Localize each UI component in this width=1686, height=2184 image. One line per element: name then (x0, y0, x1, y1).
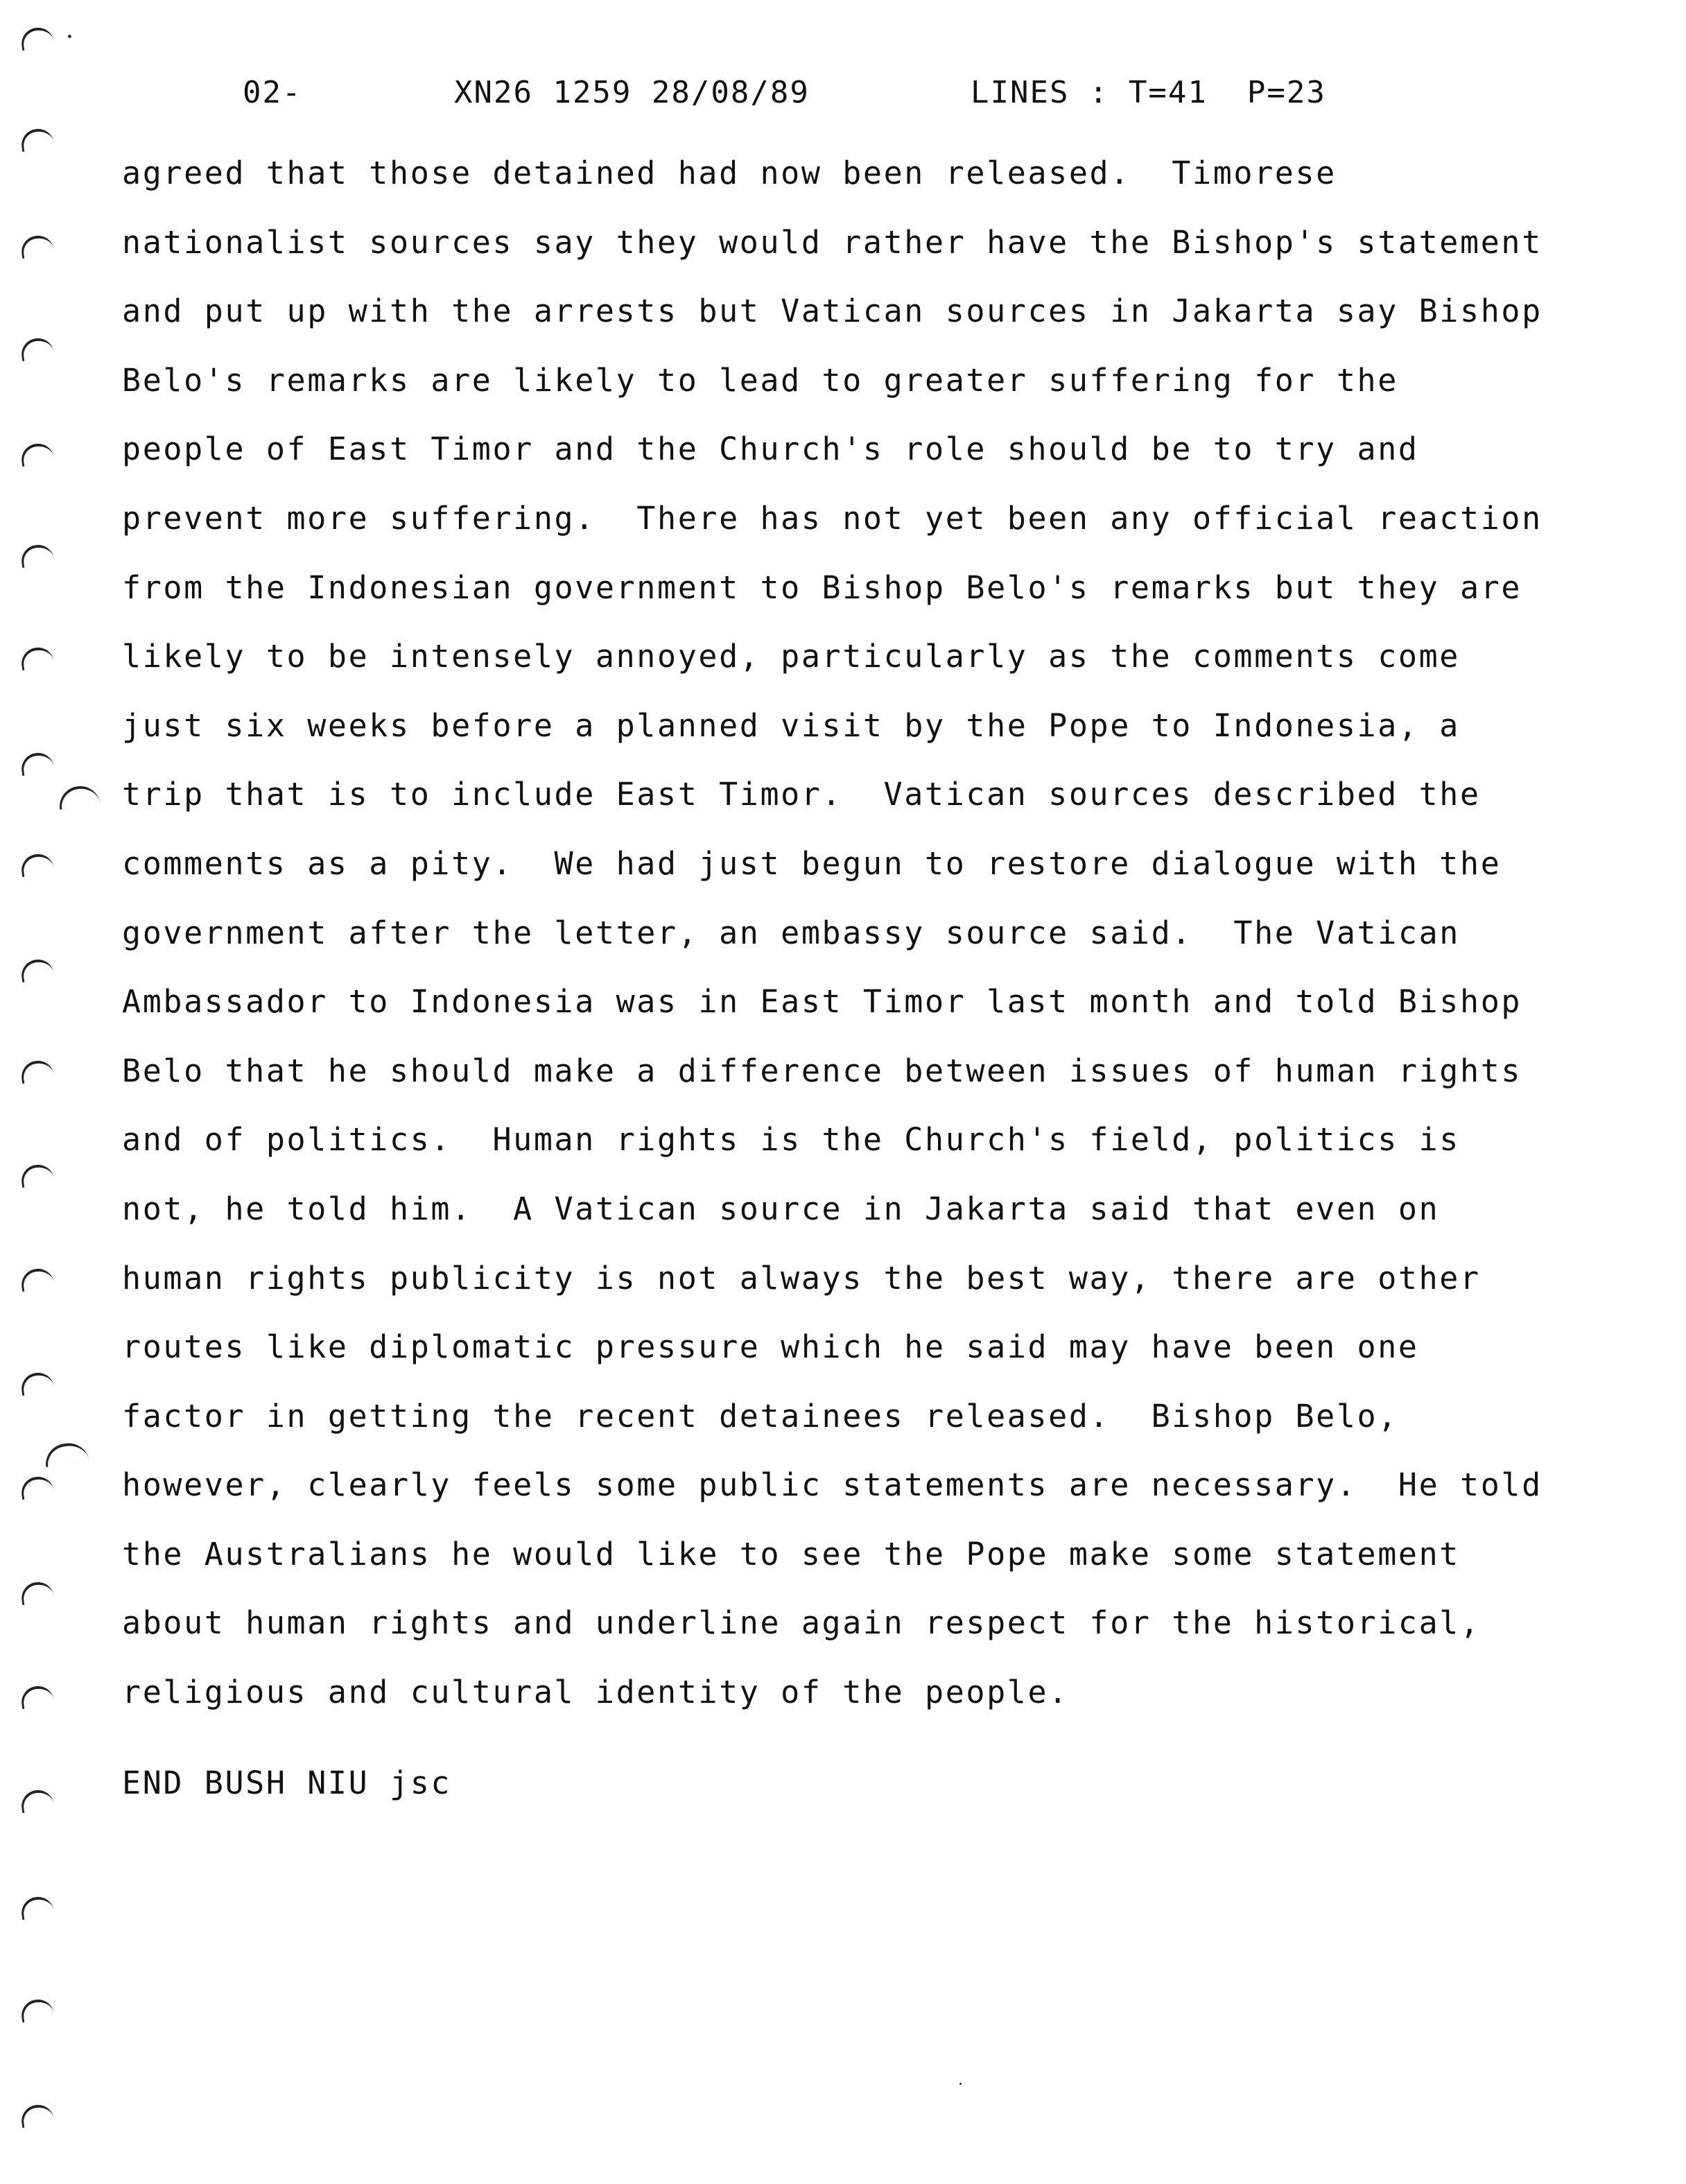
punch-hole-mark (19, 336, 55, 361)
punch-hole-mark (57, 783, 101, 810)
punch-hole-mark (19, 234, 55, 259)
punch-hole-mark (19, 26, 55, 51)
speck-mark (68, 35, 71, 38)
punch-hole-mark (43, 1441, 89, 1467)
punch-hole-mark (19, 1163, 55, 1188)
punch-hole-mark (19, 543, 55, 568)
body-line: agreed that those detained had now been released. Timorese (122, 155, 1337, 191)
punch-hole-mark (19, 1059, 55, 1084)
body-line: Belo that he should make a difference between issues of human rights (122, 1052, 1522, 1089)
speck-mark (959, 2083, 962, 2085)
punch-hole-mark (19, 127, 55, 152)
punch-hole-mark (19, 1371, 55, 1396)
punch-hole-mark (19, 1267, 55, 1292)
body-line: from the Indonesian government to Bishop Belo's remarks but they are (122, 569, 1522, 606)
body-line: not, he told him. A Vatican source in Jakarta said that even on (122, 1190, 1440, 1227)
punch-hole-mark (19, 957, 55, 982)
punch-hole-mark (19, 645, 55, 670)
body-line: comments as a pity. We had just begun to restore dialogue with the (122, 844, 1502, 882)
page-number: 02- (243, 75, 302, 110)
body-line: just six weeks before a planned visit by the Pope to Indonesia, a (122, 707, 1460, 744)
punch-hole-mark (19, 1580, 55, 1605)
line-count: LINES : T=41 P=23 (971, 75, 1326, 110)
body-line: nationalist sources say they would rather have the Bishop's statement (122, 223, 1542, 261)
punch-hole-mark (19, 1475, 55, 1500)
punch-hole-mark (19, 1684, 55, 1709)
body-line: factor in getting the recent detainees released. Bishop Belo, (122, 1397, 1398, 1435)
telex-header (0, 75, 1686, 116)
body-line: about human rights and underline again respect for the historical, (122, 1604, 1481, 1642)
body-line: routes like diplomatic pressure which he said may have been one (122, 1328, 1419, 1366)
body-line: and of politics. Human rights is the Church's field, politics is (122, 1121, 1460, 1159)
end-marker: END BUSH NIU jsc (122, 1765, 452, 1801)
body-line: religious and cultural identity of the people. (122, 1674, 1069, 1711)
body-line: government after the letter, an embassy source said. The Vatican (122, 914, 1460, 951)
body-line: prevent more suffering. There has not yet been any official reaction (122, 499, 1542, 537)
punch-hole-mark (19, 442, 55, 467)
body-line: Ambassador to Indonesia was in East Timor last month and told Bishop (122, 983, 1522, 1021)
body-line: Belo's remarks are likely to lead to greater suffering for the (122, 361, 1398, 399)
body-line: the Australians he would like to see the Pope make some statement (122, 1535, 1460, 1572)
punch-hole-mark (19, 751, 55, 776)
body-line: and put up with the arrests but Vatican sources in Jakarta say Bishop (122, 293, 1542, 330)
body-line: likely to be intensely annoyed, particularly as the comments come (122, 638, 1460, 675)
punch-hole-mark (19, 2103, 55, 2128)
punch-hole-mark (19, 1997, 55, 2022)
punch-hole-mark (19, 1895, 55, 1920)
body-line: people of East Timor and the Church's role should be to try and (122, 431, 1419, 468)
punch-hole-mark (19, 852, 55, 877)
body-line: human rights publicity is not always the best way, there are other (122, 1259, 1481, 1297)
body-line: however, clearly feels some public statements are necessary. He told (122, 1466, 1542, 1504)
message-id: XN26 1259 28/08/89 (454, 75, 810, 110)
article-body (122, 139, 1633, 1727)
body-line: trip that is to include East Timor. Vatican sources described the (122, 776, 1481, 813)
punch-hole-mark (19, 1788, 55, 1813)
